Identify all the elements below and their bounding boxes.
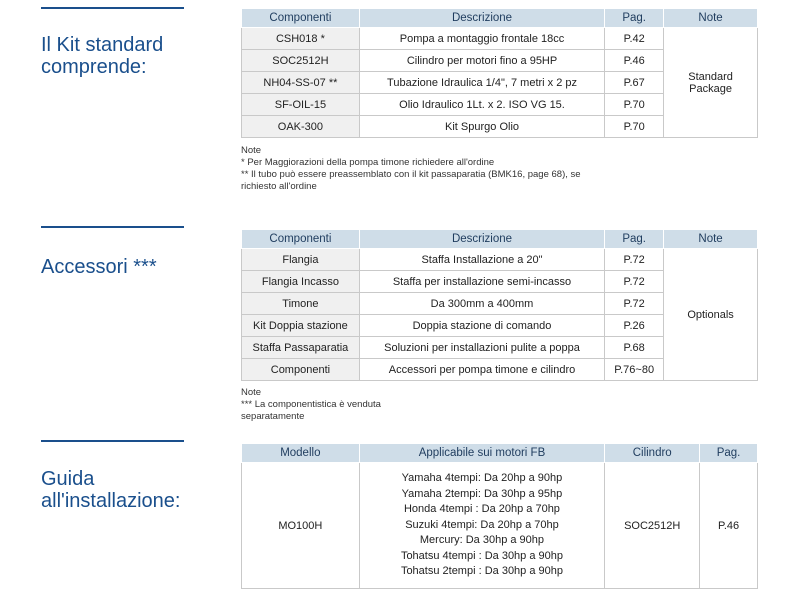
list-item: Tohatsu 4tempi : Da 30hp a 90hp (400, 549, 563, 562)
column-header: Componenti (242, 9, 360, 28)
list-item: Suzuki 4tempi: Da 20hp a 70hp (405, 518, 559, 531)
note-line: Note (241, 387, 262, 398)
standard-kit-notes (241, 145, 581, 193)
component-description: Cilindro per motori fino a 95HP (359, 50, 604, 72)
page-ref: P.70 (605, 116, 664, 138)
column-header: Descrizione (359, 9, 604, 28)
section-divider-standard-kit (41, 7, 184, 9)
component-description: Olio Idraulico 1Lt. x 2. ISO VG 15. (359, 94, 604, 116)
list-item: Honda 4tempi : Da 20hp a 70hp (403, 503, 560, 516)
component-code: CSH018 * (242, 28, 360, 50)
component-code: SF-OIL-15 (242, 94, 360, 116)
note-line: separatamente (241, 411, 305, 422)
column-header: Pag. (605, 230, 664, 249)
accessories-table (241, 229, 758, 381)
page-ref: P.72 (605, 249, 664, 271)
note-text: Standard (688, 70, 733, 83)
component-code: Timone (242, 293, 360, 315)
column-header: Cilindro (605, 444, 700, 463)
title-line: comprende: (41, 56, 147, 78)
page-ref: P.70 (605, 94, 664, 116)
table-header-row (242, 444, 758, 463)
note-line: * Per Maggiorazioni della pompa timone richiedere all'ordine (241, 157, 495, 168)
page-ref: P.68 (605, 337, 664, 359)
component-code: SOC2512H (242, 50, 360, 72)
component-description: Tubazione Idraulica 1/4", 7 metri x 2 pz (359, 72, 604, 94)
column-header: Pag. (700, 444, 758, 463)
column-header: Componenti (242, 230, 360, 249)
section-title-accessories: Accessori *** (41, 256, 157, 278)
accessories-notes (241, 387, 381, 423)
note-line: *** La componentistica è venduta (241, 399, 381, 410)
column-header: Modello (242, 444, 360, 463)
page-ref: P.67 (605, 72, 664, 94)
page-ref: P.76~80 (605, 359, 664, 381)
title-line: all'installazione: (41, 490, 181, 512)
note-text: Package (689, 82, 732, 95)
column-header: Pag. (605, 9, 664, 28)
table-row (242, 28, 758, 50)
standard-kit-table (241, 8, 758, 138)
section-title-installation-guide (41, 468, 180, 512)
title-line: Guida (41, 468, 95, 490)
component-code: OAK-300 (242, 116, 360, 138)
column-header: Note (664, 9, 758, 28)
column-header: Note (664, 230, 758, 249)
note-cell: Optionals (664, 249, 758, 381)
component-description: Doppia stazione di comando (359, 315, 604, 337)
note-line: ** Il tubo può essere preassemblato con il kit passaparatia (BMK16, page 68), se (241, 169, 581, 180)
list-item: Yamaha 2tempi: Da 30hp a 95hp (401, 487, 563, 500)
title-line: Il Kit standard (41, 34, 164, 56)
list-item: Mercury: Da 30hp a 90hp (419, 534, 545, 547)
page-ref: P.46 (605, 50, 664, 72)
note-line: Note (241, 145, 262, 156)
component-code: Componenti (242, 359, 360, 381)
page-ref: P.72 (605, 293, 664, 315)
note-line: richiesto all'ordine (241, 181, 317, 192)
component-description: Kit Spurgo Olio (359, 116, 604, 138)
table-header-row (242, 230, 758, 249)
column-header: Descrizione (359, 230, 604, 249)
component-code: Staffa Passaparatia (242, 337, 360, 359)
component-description: Pompa a montaggio frontale 18cc (359, 28, 604, 50)
page-ref: P.26 (605, 315, 664, 337)
section-title-standard-kit (41, 34, 163, 78)
component-code: Flangia Incasso (242, 271, 360, 293)
table-header-row (242, 9, 758, 28)
component-code: Flangia (242, 249, 360, 271)
page-ref: P.72 (605, 271, 664, 293)
table-row (242, 249, 758, 271)
component-code: Kit Doppia stazione (242, 315, 360, 337)
component-description: Staffa per installazione semi-incasso (359, 271, 604, 293)
component-description: Da 300mm a 400mm (359, 293, 604, 315)
list-item: Tohatsu 2tempi : Da 30hp a 90hp (400, 565, 563, 578)
page-ref: P.46 (700, 463, 758, 589)
cylinder-cell: SOC2512H (605, 463, 700, 589)
page-ref: P.42 (605, 28, 664, 50)
component-code: NH04-SS-07 ** (242, 72, 360, 94)
installation-guide-table (241, 443, 758, 589)
compatible-motors-cell (359, 463, 605, 589)
component-description: Staffa Installazione a 20" (359, 249, 604, 271)
component-description: Soluzioni per installazioni pulite a poppa (359, 337, 604, 359)
note-cell (664, 28, 758, 138)
component-description: Accessori per pompa timone e cilindro (359, 359, 604, 381)
list-item: Yamaha 4tempi: Da 20hp a 90hp (401, 472, 563, 485)
table-row (242, 463, 758, 589)
column-header: Applicabile sui motori FB (359, 444, 605, 463)
section-divider-installation-guide (41, 440, 184, 442)
section-divider-accessories (41, 226, 184, 228)
model-cell: MO100H (242, 463, 360, 589)
